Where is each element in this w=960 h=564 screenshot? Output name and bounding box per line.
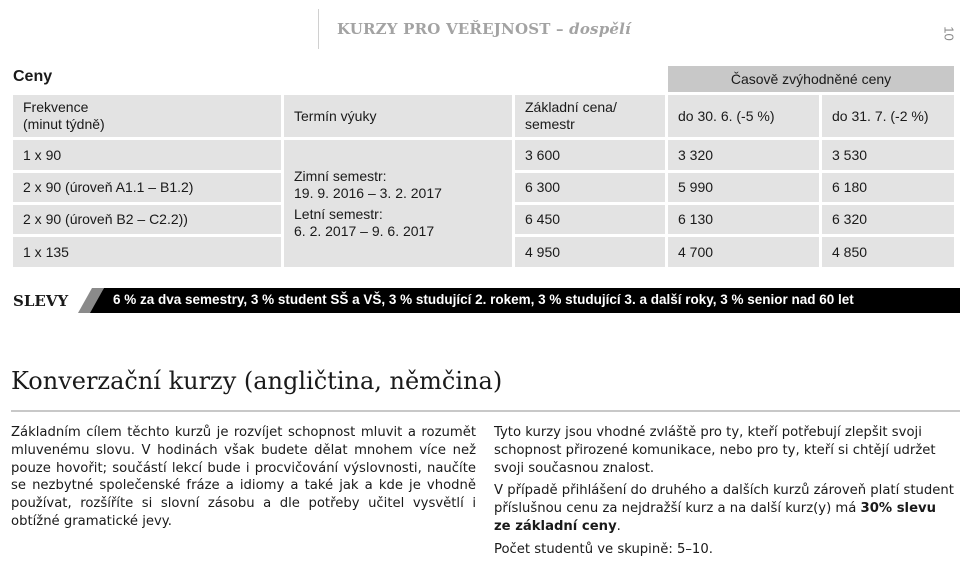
term-summer: [294, 206, 434, 240]
right-paragraph-2-end: .: [616, 518, 621, 534]
term-winter-label: Zimní semestr:: [294, 167, 387, 184]
section-divider: [11, 410, 960, 412]
row-4-frequency: 1 x 135: [13, 237, 281, 267]
col-discount-1: do 30. 6. (-5 %): [668, 95, 819, 137]
page-number: 10: [941, 26, 957, 41]
col-frequency: Frekvence (minut týdně): [13, 95, 281, 137]
term-summer-label: Letní semestr:: [294, 205, 383, 222]
page-header: [337, 20, 631, 38]
col-discount-2: do 31. 7. (-2 %): [822, 95, 954, 137]
left-column: [11, 424, 476, 536]
row-2-discount-1: 5 990: [668, 173, 819, 202]
row-3-discount-2: 6 320: [822, 205, 954, 234]
right-paragraph-2-start: V případě přihlášení do druhého a dalších kurzů zároveň platí student příslušnou cenu za nejdražší kurz a na další kurz(y) má: [494, 483, 954, 517]
prices-heading: Ceny: [13, 68, 53, 85]
row-3-base: 6 450: [515, 205, 665, 234]
row-4-discount-2: 4 850: [822, 237, 954, 267]
row-3-frequency: 2 x 90 (úroveň B2 – C2.2)): [13, 205, 281, 234]
term-summer-dates: 6. 2. 2017 – 9. 6. 2017: [294, 222, 435, 239]
term-cell: [284, 140, 512, 267]
row-2-discount-2: 6 180: [822, 173, 954, 202]
col-term: Termín výuky: [284, 95, 512, 137]
row-1-frequency: 1 x 90: [13, 140, 281, 170]
discount-group-header: Časově zvýhodněné ceny: [668, 66, 954, 92]
right-paragraph-1: Tyto kurzy jsou vhodné zvláště pro ty, kteří potřebují zlepšit svoji schopnost přirozené komunikace, nebo pro ty, kteří si chtějí udržet svoji současnou znalost.: [494, 425, 936, 476]
discounts-text: 6 % za dva semestry, 3 % student SŠ a VŠ, 3 % studující 2. rokem, 3 % studující 3. a další roky, 3 % senior nad 60 let: [113, 292, 854, 307]
row-2-base: 6 300: [515, 173, 665, 202]
row-1-discount-1: 3 320: [668, 140, 819, 170]
header-divider: [318, 9, 319, 49]
left-paragraph: Základním cílem těchto kurzů je rozvíjet schopnost mluvit a rozumět mluvenému slovu. V hodinách však budete dělat mnohem více než pouze hovořit; součástí lekcí bude i procvičování výslovnosti, naučíte se nezbytné společenské fráze a idiomy a také jak a kde je vhodně používat, rozšíříte si slovní zásobu a dle potřeby učitel vysvětlí i obtížné gramatické jevy.: [11, 425, 476, 529]
term-winter: [294, 168, 442, 202]
header-subtitle: dospělí: [569, 20, 631, 38]
group-size: Počet studentů ve skupině: 5–10.: [494, 541, 713, 557]
col-base-price: Základní cena/ semestr: [515, 95, 665, 137]
header-title: KURZY PRO VEŘEJNOST: [337, 20, 551, 38]
right-column: [494, 424, 957, 564]
section-title: Konverzační kurzy (angličtina, němčina): [11, 367, 503, 395]
row-2-frequency: 2 x 90 (úroveň A1.1 – B1.2): [13, 173, 281, 202]
row-4-discount-1: 4 700: [668, 237, 819, 267]
discounts-label: SLEVY: [13, 292, 69, 310]
row-1-discount-2: 3 530: [822, 140, 954, 170]
discount-highlight: 30% slevu ze základní ceny: [494, 501, 937, 534]
right-paragraph-2: [494, 482, 957, 535]
row-4-base: 4 950: [515, 237, 665, 267]
term-winter-dates: 19. 9. 2016 – 3. 2. 2017: [294, 184, 442, 201]
row-3-discount-1: 6 130: [668, 205, 819, 234]
row-1-base: 3 600: [515, 140, 665, 170]
header-dash: –: [550, 20, 570, 38]
